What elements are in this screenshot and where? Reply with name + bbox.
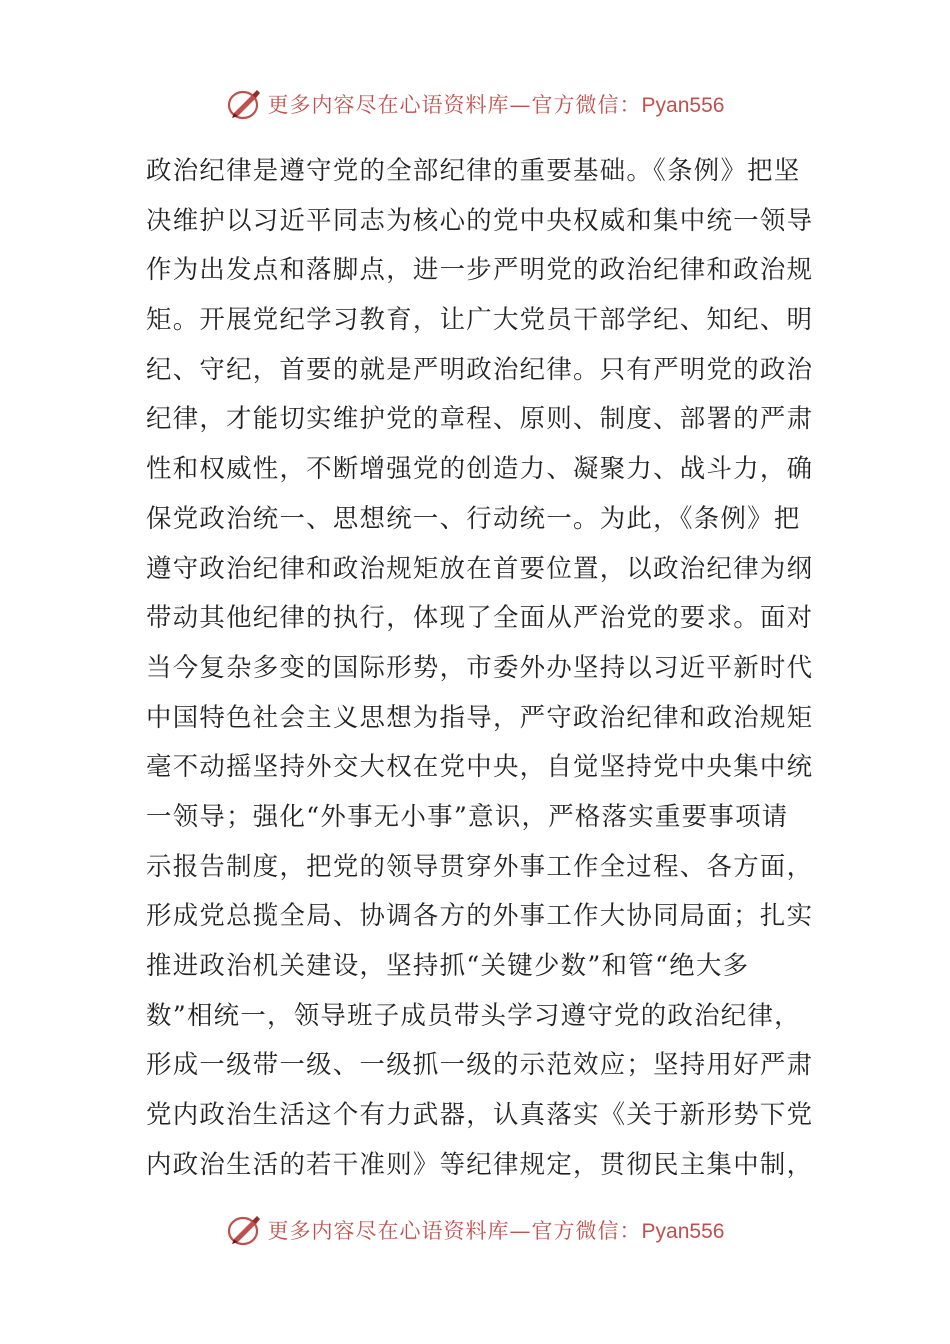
body-line: 作为出发点和落脚点，进一步严明党的政治纪律和政治规: [146, 254, 814, 285]
body-line: 推进政治机关建设，坚持抓“关键少数”和管“绝大多: [146, 950, 750, 980]
body-line: 当今复杂多变的国际形势，市委外办坚持以习近平新时代: [146, 651, 814, 682]
body-line: 政治纪律是遵守党的全部纪律的重要基础。《条例》把坚: [146, 155, 801, 185]
footer-banner-wechat-id: Pyan556: [641, 1220, 725, 1243]
body-line: 数”相统一，领导班子成员带头学习遵守党的政治纪律，: [146, 999, 801, 1030]
header-banner-text-cn: 更多内容尽在心语资料库—官方微信：: [267, 93, 642, 117]
pen-in-circle-logo: [226, 86, 262, 122]
body-line: 带动其他纪律的执行，体现了全面从严治党的要求。面对: [146, 602, 814, 633]
body-line: 形成党总揽全局、协调各方的外事工作大协同局面；扎实: [146, 900, 814, 931]
footer-banner: [0, 1208, 950, 1252]
body-line: 毫不动摇坚持外交大权在党中央，自觉坚持党中央集中统: [146, 751, 814, 782]
footer-banner-text-cn: 更多内容尽在心语资料库—官方微信：: [267, 1219, 642, 1243]
footer-banner-text: [268, 1215, 725, 1245]
body-line: 内政治生活的若干准则》等纪律规定，贯彻民主集中制，: [146, 1148, 814, 1179]
body-line: 党内政治生活这个有力武器，认真落实《关于新形势下党: [146, 1099, 814, 1130]
body-line: 纪律，才能切实维护党的章程、原则、制度、部署的严肃: [146, 403, 814, 434]
header-banner-content: [226, 86, 725, 122]
footer-banner-content: [226, 1212, 725, 1248]
body-line: 决维护以习近平同志为核心的党中央权威和集中统一领导: [146, 204, 814, 235]
body-line: 示报告制度，把党的领导贯穿外事工作全过程、各方面，: [146, 850, 814, 881]
body-line: 中国特色社会主义思想为指导，严守政治纪律和政治规矩: [146, 701, 814, 732]
body-line: 形成一级带一级、一级抓一级的示范效应；坚持用好严肃: [146, 1049, 814, 1080]
body-line: 矩。开展党纪学习教育，让广大党员干部学纪、知纪、明: [146, 304, 814, 335]
pen-in-circle-logo: [226, 1212, 262, 1248]
header-banner: [0, 82, 950, 126]
document-body: [146, 146, 814, 1189]
body-line: 一领导；强化“外事无小事”意识，严格落实重要事项请: [146, 800, 789, 831]
body-line: 遵守政治纪律和政治规矩放在首要位置，以政治纪律为纲: [146, 552, 814, 583]
header-banner-wechat-id: Pyan556: [641, 94, 725, 117]
body-line: 保党政治统一、思想统一、行动统一。为此，《条例》把: [146, 502, 801, 533]
header-banner-text: [268, 89, 725, 119]
body-line: 性和权威性，不断增强党的创造力、凝聚力、战斗力，确: [146, 453, 814, 484]
body-line: 纪、守纪，首要的就是严明政治纪律。只有严明党的政治: [146, 353, 814, 384]
